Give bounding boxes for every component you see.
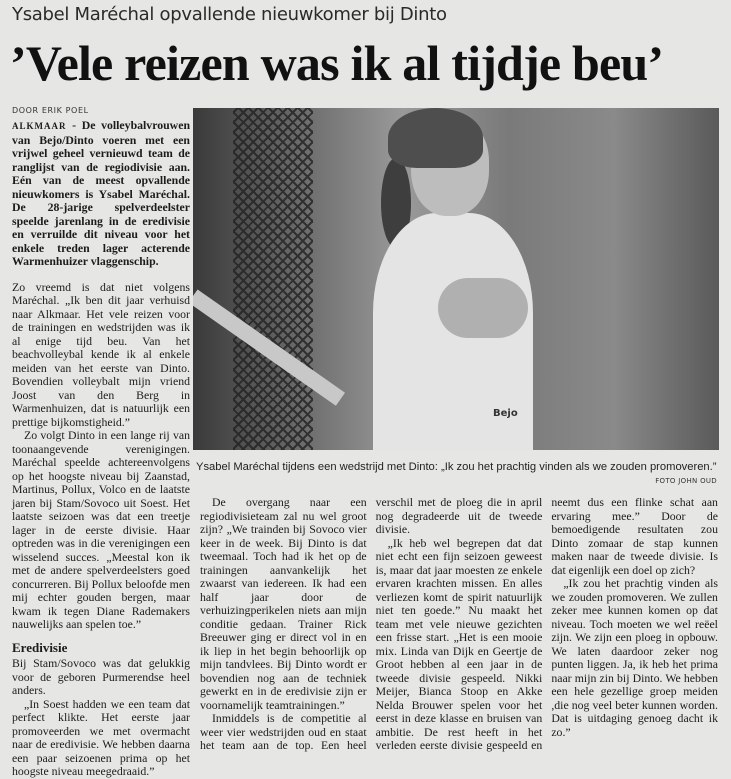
body-paragraph: Zo vreemd is dat niet volgens Maréchal. „Ik ben dit jaar verhuisd naar Alkmaar. Het vele reizen voor de trainingen en wedstrijden was ik al enige tijd beu. Van het beachvolleybal kende ik al enkele meiden van het eerste van Dinto. Bovendien volleybalt mijn vriend Joost van den Berg in Warmenhuizen, dat is natuurlijk een prettige bijkomstigheid.”: [12, 279, 190, 429]
body-paragraph: „In Soest hadden we een team dat perfect klikte. Het eerste jaar promoveerden we met overmacht naar de eredivisie. We hebben daarna een paar seizoenen prima op het hoogste niveau meegedraaid.”: [12, 696, 190, 778]
columns-2-4: [200, 496, 718, 753]
subhead: Eredivisie: [12, 639, 68, 655]
article-photo: [193, 108, 719, 450]
photo-caption: Ysabel Maréchal tijdens een wedstrijd met Dinto: „Ik zou het prachtig vinden als we zouden promoveren.”: [196, 461, 717, 473]
article-headline: ’Vele reizen was ik al tijdje beu’: [10, 35, 664, 91]
article-kicker: Ysabel Maréchal opvallende nieuwkomer bij Dinto: [12, 4, 447, 25]
dateline: ALKMAAR: [12, 121, 67, 131]
player-hair: [388, 108, 483, 168]
body-paragraph: Inmiddels is de competitie al weer vier wedstrijden oud en staat het team aan de top. Een heel verschil met de ploeg die in april nog degradeerde uit de tweede divisie.: [200, 495, 543, 752]
photo-credit: FOTO JOHN OUD: [655, 477, 717, 485]
column-1: [12, 119, 190, 779]
body-paragraph: De overgang naar een regiodivisieteam zal nu wel groot zijn? „We trainden bij Sovoco vier keer in de week. Bij Dinto is dat tweemaal. Toch had ik het op de trainingen aanvankelijk het zwaarst van iedereen. Ik had een half jaar door de verhuizingperikelen niets aan mijn conditie gedaan. Trainer Rick Breeuwer ging er direct vol in en ik liep in het begin behoorlijk op mijn tandvlees. Bij Dinto wordt er bovendien nog aan de techniek gewerkt en in de eredivisie zijn er voornamelijk teamtrainingen.”: [200, 495, 367, 712]
body-paragraph: Bij Stam/Sovoco was dat gelukkig voor de geboren Purmerendse heel anders.: [12, 656, 190, 697]
body-paragraph: Zo volgt Dinto in een lange rij van toonaangevende verenigingen. Maréchal speelde achtereenvolgens op het hoogste niveau bij Zaanstad, Martinus, Pollux, Volco en de laatste jaren bij Stam/Sovoco uit Soest. Het laatste seizoen was dat een treetje lager in de eerste divisie. Haar optreden was in die verenigingen een wisselend succes. „Meestal kon ik met de andere spelverdeelsters goed concurreren. Bij Pollux beloofde men mij echter gouden bergen, maar kwam ik tegen Diane Rademakers nauwelijks aan spelen toe.”: [12, 428, 190, 631]
body-paragraph: „Ik heb wel begrepen dat dat niet echt een fijn seizoen geweest is, maar dat jaar moesten ze enkele ervaren krachten missen. En alles verliezen komt de spirit natuurlijk niet ten goede.” Nu maakt het team met vele nieuwe gezichten een frisse start. „Het is een mooie mix. Linda van Dijk en Geertje de Groot hebben al een jaar in de tweede divisie gespeeld. Nikki Meijer, Bianca Stoop en Akke Nelda Brouwer spelen voor het eerst in deze klasse en bruisen van ambitie. De rest heeft in het verleden eerste divisie gespeeld en neemt dus een flinke schat aan ervaring mee.” Door de bemoedigende resultaten zou Dinto zomaar de stap kunnen maken naar de tweede divisie. Is dat eigenlijk een doel op zich?: [375, 495, 718, 752]
player-arm: [438, 278, 528, 338]
lead-text: - De volleybalvrouwen van Bejo/Dinto voeren met een vrijwel geheel vernieuwd team de ranglijst van de regiodivisie aan. Eén van de meest opvallende nieuwkomers is Ysabel Maréchal. De 28-jarige spelverdeelster speelde jarenlang in de eredivisie en verruilde dit niveau voor het enkele treden lager acterende Warmenhuizer vlaggenschip.: [12, 118, 190, 268]
lead-paragraph: [12, 119, 190, 269]
byline: DOOR ERIK POEL: [12, 106, 89, 115]
jersey-text: Bejo: [493, 408, 518, 419]
volleyball-net: [233, 108, 313, 450]
body-paragraph: „Ik zou het prachtig vinden als we zouden promoveren. We zullen zeker mee kunnen komen op dat niveau. Toch moeten we wel reëel zijn. We zijn een ploeg in opbouw. We laten daardoor zeker nog punten liggen. Ja, ik heb het prima naar mijn zin bij Dinto. We hebben een hele gezellige groep meiden ,die nog veel beter kunnen worden. Dat is uitdaging genoeg dacht ik zo.”: [551, 576, 718, 739]
